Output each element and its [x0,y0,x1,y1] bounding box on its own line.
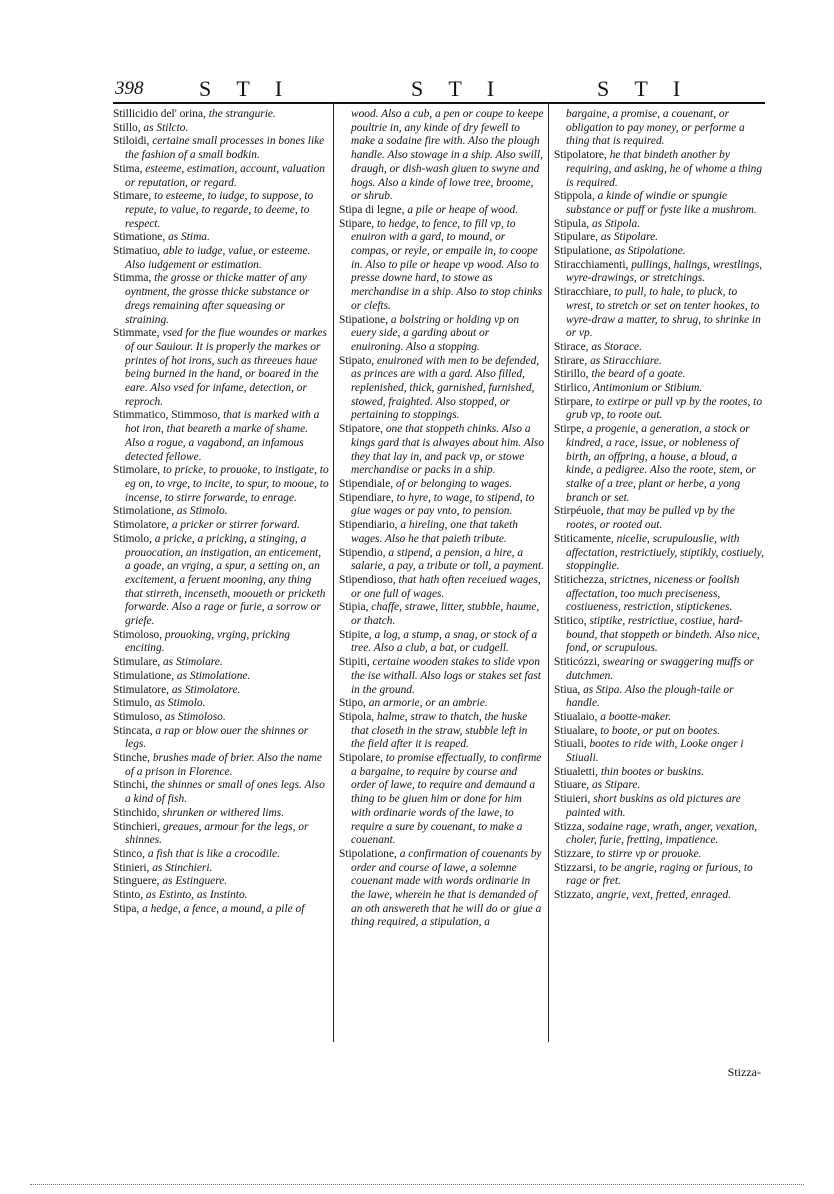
definition: of or belonging to wages. [393,477,513,490]
dictionary-entry [113,533,329,629]
headword: Stimatione, [113,231,166,244]
dictionary-entry [113,697,329,711]
dictionary-entry [113,519,329,533]
headword: Stimolare, [113,464,161,477]
dictionary-entry [554,218,765,232]
definition: certaine small processes in bones like the fashion of a small bodkin. [125,135,325,162]
definition: he that bindeth another by requiring, and asking, he of whome a thing is required. [566,149,763,189]
definition: a log, a stump, a snag, or stock of a tree. Also a club, a bat, or cudgell. [351,628,538,655]
definition: enuironed with men to be defended, as princes are with a gard. Also filled, replenished, thick, garnished, furnished, stowed, fraighted. Also stopped, or pertaining to stoppings. [351,354,540,422]
definition: strictnes, niceness or foolish affectation, too much preciseness, costiueness, restriction, stiptickenes. [566,573,740,614]
dictionary-entry [113,656,329,670]
headword: Stizzarsi, [554,861,597,874]
headword: Stinto, [113,889,144,902]
definition: prouoking, vrging, pricking enciting. [125,628,290,655]
dictionary-entry [554,684,765,711]
dictionary-entry [554,656,765,683]
dictionary-entry [113,272,329,327]
definition: to pricke, to prouoke, to instigate, to eg on, to vrge, to incite, to spur, to mooue, to incense, to stirre forwarde, to enrage. [125,464,329,504]
column-right [554,108,765,903]
dictionary-entry [554,368,765,382]
dictionary-entry [113,108,329,122]
headword: Stirpe, [554,423,585,436]
column-left [113,108,329,916]
headword: Stimulo, [113,697,152,710]
headword: Stipola, [339,710,375,723]
headword: Stinchieri, [113,820,161,833]
headword: Stinieri, [113,861,150,874]
definition: certaine wooden stakes to slide vpon the ise withall. Also logs or stakes set fast in the ground. [351,656,541,696]
dictionary-entry [339,204,544,218]
definition: brushes made of brier. Also the name of a prison in Florence. [125,752,322,778]
definition: bootes to ride with, Looke onger i Stiuali. [566,738,744,765]
definition: that may be pulled vp by the rootes, or rooted out. [566,505,735,532]
dictionary-entry [113,807,329,821]
definition: a stipend, a pension, a hire, a salarie, a pay, a tribute or toll, a payment. [351,546,544,573]
dictionary-entry [554,505,765,532]
dictionary-entry [113,779,329,806]
headword: Stinguere, [113,875,160,888]
definition: to pull, to hale, to pluck, to wrest, to stretch or set on tenter hookes, to wyre-draw a matter, to shrug, to shrinke in or vp. [566,286,761,340]
dictionary-entry [554,149,765,190]
headword: Stiuieri, [554,793,591,806]
dictionary-entry [339,629,544,656]
dictionary-entry [554,533,765,574]
definition: a hireling, one that taketh wages. Also he that paieth tribute. [351,519,518,545]
headword: Stiua, [554,683,581,696]
dictionary-entry [113,135,329,162]
dictionary-entry [554,793,765,820]
dictionary-entry [554,245,765,259]
headword: Stimolatione, [113,505,175,518]
definition: bargaine, a promise, a couenant, or obligation to pay money, or performe a thing that is required. [566,108,745,148]
column-middle [339,108,544,930]
headword: Stiticamente, [554,532,614,545]
headword: Stirare, [554,354,588,367]
definition: that is marked with a hot iron, that beareth a marke of shame. Also a rogue, a vagabond, an infamous detected fellowe. [125,409,320,463]
dictionary-entry [554,108,765,149]
headword: Stimare, [113,190,152,203]
definition: able to iudge, value, or esteeme. Also iudgement or estimation. [125,245,311,271]
running-head-right: S T I [597,76,691,101]
dictionary-entry [554,382,765,396]
headword: Stizzare, [554,847,594,860]
dictionary-entry [554,725,765,739]
headword: Stimulatione, [113,669,175,682]
headword: Stizza, [554,820,585,833]
headword: Stiuare, [554,779,590,792]
definition: to stirre vp or prouoke. [593,847,702,860]
headword: Stimolo, [113,532,152,545]
dictionary-entry [113,684,329,698]
headword: Stirace, [554,340,589,353]
definition: one that stoppeth chinks. Also a kings gard that is alwayes about him. Also they that lay in, and pack vp, or stowe merchandise or packs in a ship. [351,423,545,477]
headword: Stirlico, [554,382,591,395]
definition: to boote, or put on bootes. [597,724,721,737]
dictionary-entry [113,725,329,752]
column-divider [548,102,549,1042]
page-header [113,72,765,106]
headword: Stiuali, [554,738,587,751]
definition: pullings, halings, wrestlings, wyre-drawings, or stretchings. [566,258,763,285]
dictionary-entry [339,656,544,697]
dictionary-entry [339,519,544,546]
definition: an armorie, or an ambrie. [365,697,488,710]
dictionary-entry [339,218,544,314]
definition: as Stipola. [589,217,641,230]
definition: as Storace. [588,340,642,353]
headword: Stiualaio, [554,710,598,723]
headword: Stipato, [339,354,375,367]
catchword: Stizza- [727,1065,761,1079]
dictionary-entry [113,889,329,903]
headword: Stimolatore, [113,519,169,532]
headword: Stillo, [113,121,141,134]
headword: Stipendiale, [339,477,394,490]
definition: as Stipolare. [597,231,658,244]
definition: esteeme, estimation, account, valuation or reputation, or regard. [125,162,325,189]
dictionary-entry [113,821,329,848]
definition: a bootte-maker. [597,710,672,723]
dictionary-entry [113,464,329,505]
dictionary-entry [113,903,329,917]
headword: Stimulare, [113,656,161,669]
dictionary-entry [554,779,765,793]
dictionary-entry [339,423,544,478]
dictionary-entry [339,478,544,492]
dictionary-entry [554,574,765,615]
dictionary-entry [113,231,329,245]
definition: vsed for the fiue woundes or markes of our Sauiour. It is properly the markes or printes of hot irons, such as threeues haue being burned in the hand, or boared in the eare. Also vsed for infame, detection, or reproch. [125,327,327,408]
running-head-left: S T I [199,76,293,101]
definition: as Stimoloso. [162,710,226,723]
running-head-center: S T I [411,76,505,101]
headword: Stitico, [554,615,587,628]
dictionary-entry [554,862,765,889]
definition: shrunken or withered lims. [159,806,285,819]
definition: as Stima. [165,231,210,244]
definition: nicelie, scrupulouslie, with affectation, restrictiuely, stiptikly, costiuely, stoppinglie. [566,532,764,573]
headword: Stiracchiare, [554,286,612,299]
headword: Stirpare, [554,395,593,408]
definition: swearing or swaggering muffs or dutchmen. [566,656,754,682]
headword: Stinchi, [113,779,149,792]
definition: a rap or blow ouer the shinnes or legs. [125,724,309,751]
headword: Stiticózzi, [554,656,600,669]
dictionary-entry [113,862,329,876]
headword: Stimma, [113,272,152,285]
definition: a hedge, a fence, a mound, a pile of [139,902,305,915]
headword: Stipendio, [339,546,386,559]
headword: Stiracchiamenti, [554,258,629,271]
dictionary-entry [554,286,765,341]
headword: Stizzato, [554,889,594,902]
dictionary-entry [113,327,329,409]
headword: Stirpéuole, [554,505,604,518]
dictionary-entry [339,355,544,424]
dictionary-entry [339,547,544,574]
definition: that hath often receiued wages, or one full of wages. [351,573,541,600]
definition: wood. Also a cub, a pen or coupe to keepe poultrie in, any kinde of dry fewell to make a sodaine fire with. Also the plough handle. Also stowage in a ship. Also swill, draugh, or dish-wash giuen to swyne and hogs. Also a kinde of lowe tree, broome, or shrub. [351,108,544,203]
definition: sodaine rage, wrath, anger, vexation, choler, furie, fretting, impatience. [566,820,758,847]
definition: as Estinguere. [159,875,228,888]
dictionary-entry [554,190,765,217]
page-number: 398 [115,78,144,99]
definition: to hedge, to fence, to fill vp, to enuiron with a gard, to mound, or compas, or reyle, or empaile in, to coope in. Also to pile or heape vp wood. Also to presse downe hard, to stowe as merchandise in a ship. Also to stop chinks or clefts. [351,217,543,312]
headword: Stipulare, [554,231,598,244]
definition: a pile or heape of wood. [404,203,519,216]
dictionary-entry [339,574,544,601]
definition: to be angrie, raging or furious, to rage or fret. [566,861,753,888]
dictionary-entry [113,409,329,464]
definition: stiptike, restrictiue, costiue, hard-bound, that stoppeth or bindeth. Also nice, fond, or scrupulous. [566,615,760,655]
dictionary-entry [554,341,765,355]
definition: to promise effectually, to confirme a bargaine, to require by course and order of lawe, to require and demaund a thing to be giuen him or done for him with ordinarie words of the lawe, to require a sure by couenant, to make a couenant. [351,752,542,847]
definition: as Stipare. [589,779,641,792]
headword: Stipo, [339,697,366,710]
headword: Stimulatore, [113,683,169,696]
headword: Stippola, [554,190,595,203]
dictionary-entry [339,711,544,752]
dictionary-entry [113,848,329,862]
scan-edge [30,1184,804,1185]
dictionary-entry [113,190,329,231]
definition: a pricker or stirrer forward. [169,519,300,532]
headword: Stipatione, [339,313,389,326]
definition: as Stipa. Also the plough-taile or handle. [566,683,734,710]
dictionary-entry [554,396,765,423]
dictionary-entry [554,766,765,780]
dictionary-entry [554,423,765,505]
dictionary-entry [113,711,329,725]
dictionary-entry [339,601,544,628]
dictionary-entry [554,738,765,765]
headword: Stipite, [339,628,372,641]
headword: Stipiti, [339,656,370,669]
headword: Stipa di legne, [339,203,405,216]
definition: thin bootes or buskins. [597,765,704,778]
headword: Stincata, [113,724,153,737]
definition: a pricke, a pricking, a stinging, a prouocation, an instigation, an enticement, a goade, an vrging, a spur, a setting on, an excitement, a feruent mooning, any thing that stirreth, incenseth, mooueth or pricketh forwarde. Also a rage or furie, a sorrow or griefe. [125,532,326,628]
dictionary-entry [113,245,329,272]
headword: Stitichezza, [554,573,607,586]
headword: Stimmate, [113,327,160,340]
headword: Stipare, [339,217,375,230]
definition: short buskins as old pictures are painted with. [566,793,741,819]
definition: as Stipolatione. [611,245,686,258]
headword: Stinco, [113,847,145,860]
definition: the strangurie. [205,108,276,120]
definition: a progenie, a generation, a stock or kindred, a race, issue, or nobleness of birth, an offpring, a house, a bloud, a kinde, a pedigree. Also the roote, stem, or stalke of a tree, plant or herbe, a yong branch or set. [566,423,756,504]
definition: the beard of a goate. [588,368,686,381]
headword: Stirillo, [554,368,589,381]
dictionary-entry [113,752,329,779]
headword: Stillicidio del' orina, [113,108,206,120]
headword: Stipendioso, [339,573,396,586]
definition: as Stimolo. [151,697,206,710]
definition: a confirmation of couenants by order and course of lawe, a solemne couenant made with words ordinarie in the lawe, wherein he that is demanded of an oth answereth that he will do or giue a thing required, a stipulation, a [351,847,542,929]
headword: Stipula, [554,217,590,230]
headword: Stipolatione, [339,847,397,860]
dictionary-entry [339,697,544,711]
headword: Stimoloso, [113,628,163,641]
dictionary-entry [113,875,329,889]
definition: a kinde of windie or spungie substance or puff or fyste like a mushrom. [566,190,757,216]
definition: as Stimolatione. [174,669,251,682]
definition: as Stilcto. [140,121,189,134]
headword: Stimuloso, [113,710,163,723]
definition: as Stimolo. [174,505,228,518]
definition: the grosse or thicke matter of any oyntment, the grosse thicke substance or dregs remaining after squeasing or straining. [125,272,310,326]
dictionary-entry [554,259,765,286]
dictionary-entry [554,711,765,725]
headword: Stinchido, [113,806,160,819]
definition: as Stimolatore. [169,683,241,696]
headword: Stipolatore, [554,149,607,162]
headword: Stimmatico, Stimmoso, [113,409,221,422]
dictionary-entry [113,670,329,684]
dictionary-entry [339,314,544,355]
headword: Stipa, [113,902,140,915]
dictionary-entry [113,629,329,656]
headword: Stiloidi, [113,135,150,148]
definition: to esteeme, to iudge, to suppose, to repute, to value, to regarde, to deeme, to respect. [125,190,314,230]
headword: Stiualetti, [554,765,598,778]
definition: as Stimolare. [160,656,223,669]
definition: halme, straw to thatch, the huske that closeth in the straw, stubble left in the field after it is reaped. [351,710,528,751]
dictionary-entry [339,752,544,848]
dictionary-entry [554,821,765,848]
headword: Stipatore, [339,423,383,436]
dictionary-entry [554,615,765,656]
definition: angrie, vext, fretted, enraged. [593,889,732,902]
dictionary-entry [339,848,544,930]
definition: a fish that is like a crocodile. [144,847,280,860]
headword: Stipia, [339,601,369,614]
dictionary-page [113,72,765,1082]
definition: a bolstring or holding vp on euery side, a garding about or enuironing. Also a stopping. [351,313,520,353]
definition: to extirpe or pull vp by the rootes, to grub vp, to roote out. [566,395,763,422]
definition: greaues, armour for the legs, or shinnes. [125,820,309,847]
definition: to hyre, to wage, to stipend, to giue wages or pay vnto, to pension. [351,491,535,518]
definition: as Stinchieri. [149,861,213,874]
definition: as Estinto, as Instinto. [143,889,248,902]
headword: Stipulatione, [554,245,612,258]
definition: chaffe, strawe, litter, stubble, haume, or thatch. [351,601,540,628]
definition: as Stiracchiare. [587,354,662,367]
dictionary-entry [554,355,765,369]
headword: Stima, [113,162,143,175]
headword: Stinche, [113,752,151,765]
headword: Stipolare, [339,752,383,765]
header-rule [113,102,765,104]
column-divider [333,102,334,1042]
dictionary-entry [339,108,544,204]
headword: Stipendiario, [339,519,398,532]
dictionary-entry [554,848,765,862]
definition: the shinnes or small of ones legs. Also a kind of fish. [125,779,325,806]
headword: Stimatiuo, [113,245,161,258]
dictionary-entry [339,492,544,519]
definition: Antimonium or Stibium. [590,382,703,395]
dictionary-entry [113,122,329,136]
headword: Stipendiare, [339,491,394,504]
headword: Stiualare, [554,724,598,737]
dictionary-entry [113,163,329,190]
dictionary-entry [113,505,329,519]
dictionary-entry [554,889,765,903]
dictionary-entry [554,231,765,245]
